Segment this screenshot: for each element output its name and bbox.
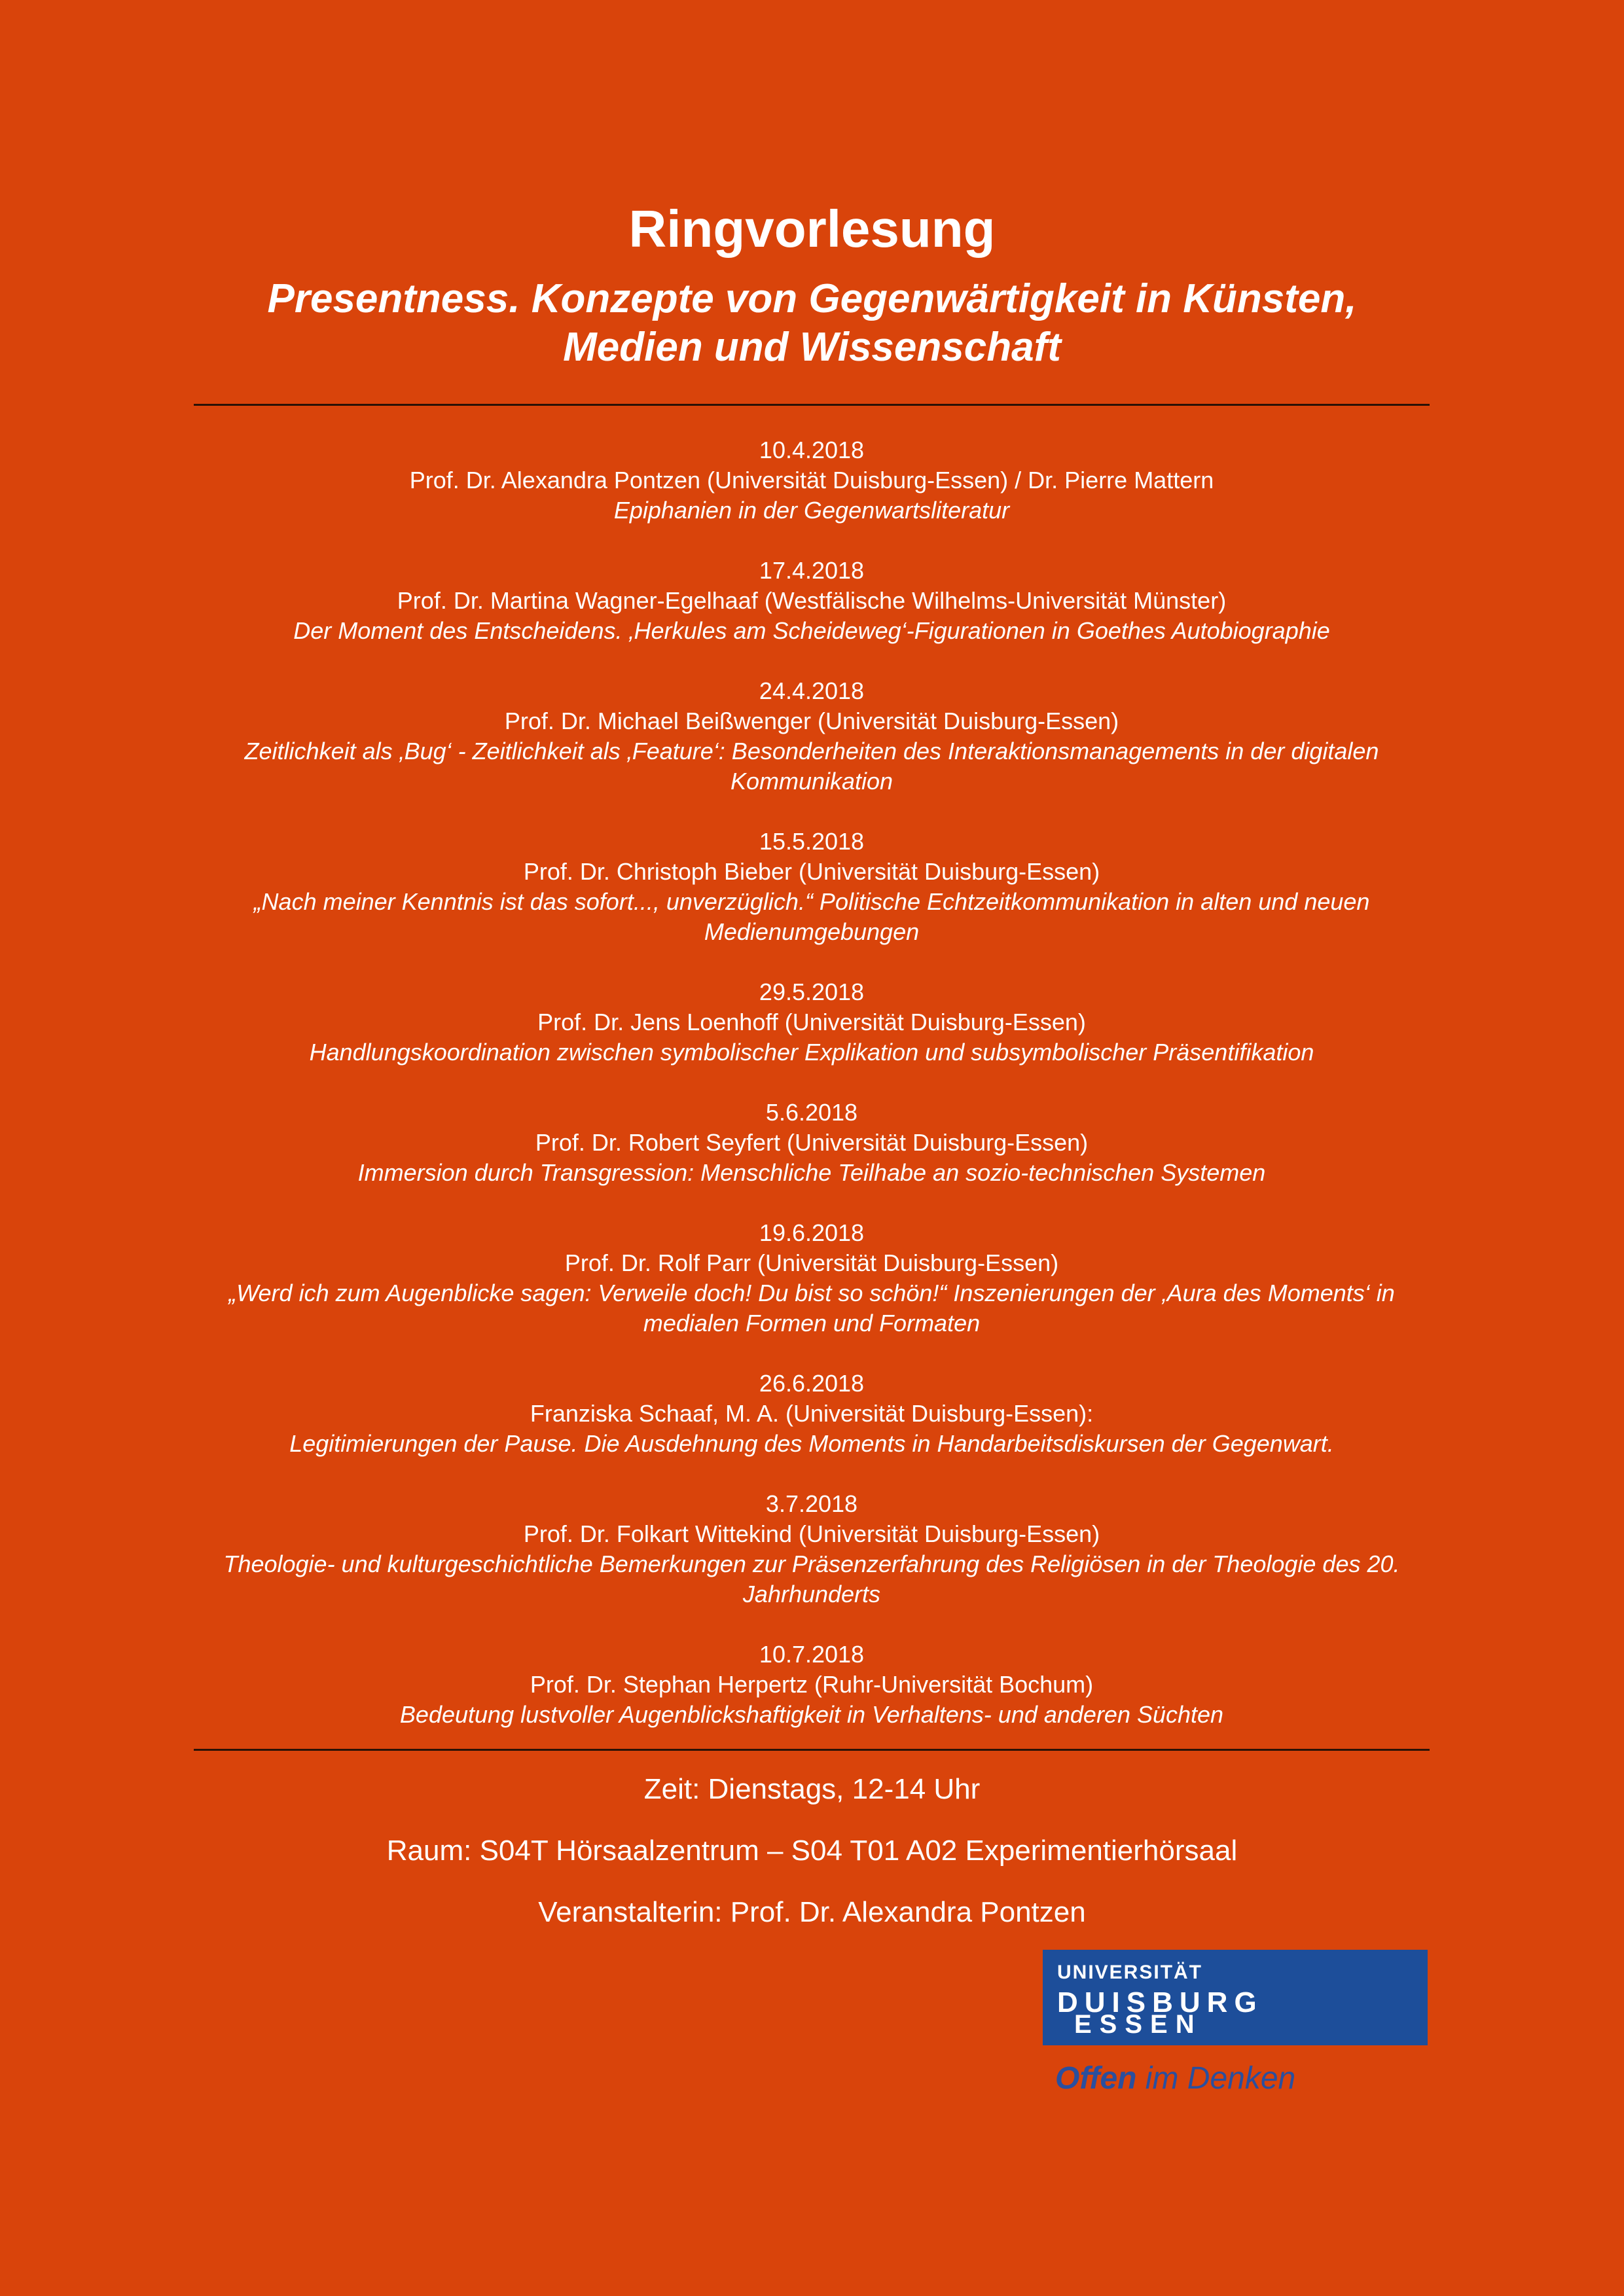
subtitle-line: Presentness. Konzepte von Gegenwärtigkeit in Künsten, <box>267 276 1357 321</box>
lecture-title-line: Handlungskoordination zwischen symbolischer Explikation und subsymbolischer Präsentifikation <box>309 1039 1314 1066</box>
lecture-title <box>194 1037 1430 1067</box>
lecture-entry <box>194 556 1430 646</box>
lecture-speaker: Prof. Dr. Robert Seyfert (Universität Duisburg-Essen) <box>535 1129 1089 1156</box>
lecture-date: 10.4.2018 <box>759 437 865 463</box>
logo-line: ESSEN <box>1074 2010 1202 2039</box>
lecture-date: 17.4.2018 <box>759 557 865 584</box>
lecture-date: 24.4.2018 <box>759 677 865 704</box>
lecture-entry <box>194 1218 1430 1338</box>
page-subtitle <box>216 275 1408 372</box>
lecture-title <box>194 1549 1430 1609</box>
lecture-date: 10.7.2018 <box>759 1641 865 1668</box>
lecture-title-line: Kommunikation <box>730 768 893 795</box>
lecture-entry <box>194 1489 1430 1609</box>
slogan-rest: im Denken <box>1136 2061 1296 2096</box>
lecture-title-line: Medienumgebungen <box>704 918 920 945</box>
page-title: Ringvorlesung <box>628 200 996 258</box>
lecture-title-line: Epiphanien in der Gegenwartsliteratur <box>613 497 1010 524</box>
logo-line: DUISBURG <box>1057 1986 1263 2018</box>
lecture-schedule <box>194 435 1430 1730</box>
organizer-info: Veranstalterin: Prof. Dr. Alexandra Pontzen <box>538 1896 1086 1928</box>
lecture-speaker: Franziska Schaaf, M. A. (Universität Duisburg-Essen): <box>530 1400 1094 1427</box>
lecture-title-line: Bedeutung lustvoller Augenblickshaftigkeit in Verhaltens- und anderen Süchten <box>399 1701 1224 1728</box>
logo-line: UNIVERSITÄT <box>1057 1962 1203 1983</box>
lecture-entry <box>194 1369 1430 1459</box>
lecture-speaker: Prof. Dr. Stephan Herpertz (Ruhr-Universität Bochum) <box>530 1671 1094 1698</box>
lecture-speaker: Prof. Dr. Michael Beißwenger (Universität Duisburg-Essen) <box>504 708 1119 734</box>
lecture-title-line: Jahrhunderts <box>742 1581 881 1607</box>
lecture-date: 3.7.2018 <box>765 1490 858 1517</box>
lecture-title-line: Theologie- und kulturgeschichtliche Bemerkungen zur Präsenzerfahrung des Religiösen in der Theologie des 20. <box>223 1551 1400 1577</box>
lecture-date: 26.6.2018 <box>759 1370 865 1397</box>
lecture-title-line: „Nach meiner Kenntnis ist das sofort..., unverzüglich.“ Politische Echtzeitkommunikation in alten und neuen <box>253 888 1370 915</box>
lecture-speaker: Prof. Dr. Folkart Wittekind (Universität Duisburg-Essen) <box>523 1520 1100 1547</box>
lecture-entry <box>194 435 1430 526</box>
lecture-title <box>194 495 1430 526</box>
lecture-entry <box>194 1640 1430 1730</box>
lecture-title <box>194 887 1430 947</box>
lecture-date: 15.5.2018 <box>759 828 865 855</box>
lecture-title-line: Der Moment des Entscheidens. ‚Herkules am Scheideweg‘-Figurationen in Goethes Autobiographie <box>293 617 1330 644</box>
lecture-title <box>194 736 1430 797</box>
logo-slogan <box>1055 2060 1295 2096</box>
lecture-entry <box>194 676 1430 797</box>
bottom-divider <box>194 1749 1430 1751</box>
lecture-entry <box>194 827 1430 947</box>
lecture-date: 29.5.2018 <box>759 978 865 1005</box>
lecture-title-line: medialen Formen und Formaten <box>643 1310 981 1336</box>
slogan-strong: Offen <box>1055 2061 1137 2096</box>
lecture-title <box>194 616 1430 646</box>
lecture-title <box>194 1700 1430 1730</box>
lecture-speaker: Prof. Dr. Jens Loenhoff (Universität Duisburg-Essen) <box>537 1009 1086 1035</box>
lecture-title-line: Zeitlichkeit als ‚Bug‘ - Zeitlichkeit als ‚Feature‘: Besonderheiten des Interaktionsmanagements in der digitalen <box>244 738 1379 764</box>
lecture-speaker: Prof. Dr. Martina Wagner-Egelhaaf (Westfälische Wilhelms-Universität Münster) <box>397 587 1227 614</box>
lecture-title <box>194 1158 1430 1188</box>
lecture-speaker: Prof. Dr. Alexandra Pontzen (Universität Duisburg-Essen) / Dr. Pierre Mattern <box>409 467 1214 493</box>
lecture-title <box>194 1278 1430 1338</box>
top-divider <box>194 404 1430 406</box>
subtitle-line: Medien und Wissenschaft <box>563 325 1061 370</box>
university-logo <box>1043 1950 1428 2045</box>
lecture-title-line: „Werd ich zum Augenblicke sagen: Verweile doch! Du bist so schön!“ Inszenierungen der ‚Aura des Moments‘ in <box>228 1280 1395 1306</box>
lecture-title-line: Legitimierungen der Pause. Die Ausdehnung des Moments in Handarbeitsdiskursen der Gegenwart. <box>289 1430 1334 1457</box>
lecture-entry <box>194 977 1430 1067</box>
lecture-date: 19.6.2018 <box>759 1219 865 1246</box>
time-info: Zeit: Dienstags, 12-14 Uhr <box>643 1773 981 1805</box>
lecture-date: 5.6.2018 <box>765 1099 858 1126</box>
lecture-speaker: Prof. Dr. Rolf Parr (Universität Duisburg-Essen) <box>564 1249 1059 1276</box>
lecture-title <box>194 1429 1430 1459</box>
lecture-entry <box>194 1098 1430 1188</box>
lecture-title-line: Immersion durch Transgression: Menschliche Teilhabe an sozio-technischen Systemen <box>357 1159 1266 1186</box>
lecture-speaker: Prof. Dr. Christoph Bieber (Universität Duisburg-Essen) <box>523 858 1100 885</box>
room-info: Raum: S04T Hörsaalzentrum – S04 T01 A02 Experimentierhörsaal <box>386 1835 1238 1867</box>
